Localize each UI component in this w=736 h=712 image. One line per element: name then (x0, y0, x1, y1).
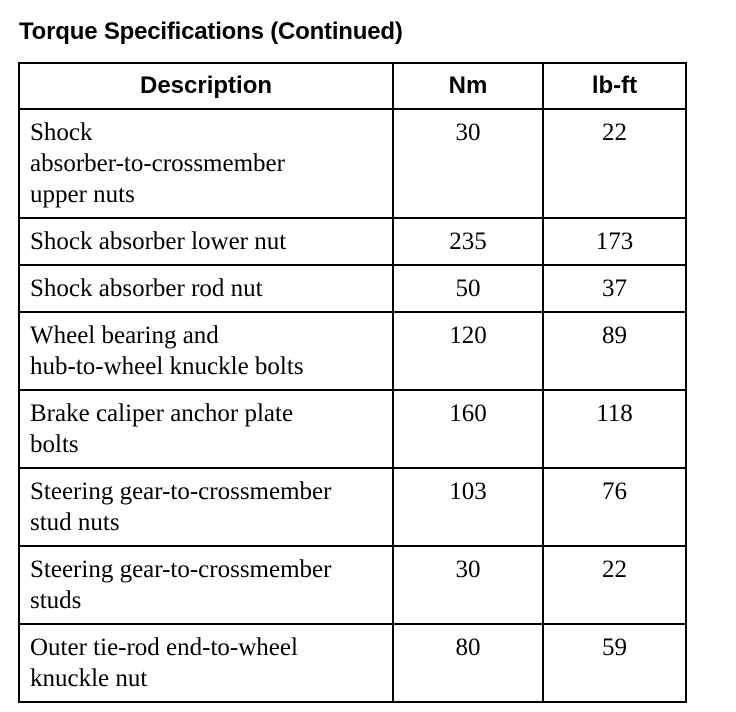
table-row (19, 468, 686, 546)
description-line: Shock absorber lower nut (30, 228, 287, 255)
description-cell (19, 546, 393, 624)
nm-value-cell: 235 (393, 218, 543, 265)
lbft-value-cell: 59 (543, 624, 686, 702)
description-line: Shock absorber rod nut (30, 275, 263, 302)
column-header-description: Description (19, 63, 393, 109)
description-line: Shock (30, 119, 93, 146)
lbft-value-cell: 173 (543, 218, 686, 265)
table-row (19, 312, 686, 390)
description-line: Outer tie-rod end-to-wheel (30, 634, 298, 661)
table-body (19, 109, 686, 702)
table-row (19, 390, 686, 468)
nm-value-cell: 50 (393, 265, 543, 312)
lbft-value-cell: 37 (543, 265, 686, 312)
description-cell (19, 390, 393, 468)
column-header-nm: Nm (393, 63, 543, 109)
description-cell (19, 468, 393, 546)
nm-value-cell: 30 (393, 109, 543, 218)
description-cell (19, 218, 393, 265)
description-cell (19, 312, 393, 390)
description-cell (19, 109, 393, 218)
lbft-value-cell: 89 (543, 312, 686, 390)
description-line: hub-to-wheel knuckle bolts (30, 353, 304, 380)
description-line: Steering gear-to-crossmember (30, 556, 332, 583)
description-line: Steering gear-to-crossmember (30, 478, 332, 505)
description-line: knuckle nut (30, 665, 148, 692)
description-cell (19, 624, 393, 702)
description-cell (19, 265, 393, 312)
lbft-value-cell: 22 (543, 546, 686, 624)
table-header-row (19, 63, 686, 109)
lbft-value-cell: 22 (543, 109, 686, 218)
description-line: stud nuts (30, 509, 120, 536)
table-row (19, 624, 686, 702)
column-header-lbft: lb-ft (543, 63, 686, 109)
description-line: bolts (30, 431, 79, 458)
nm-value-cell: 80 (393, 624, 543, 702)
description-line: Brake caliper anchor plate (30, 400, 294, 427)
nm-value-cell: 120 (393, 312, 543, 390)
page-title: Torque Specifications (Continued) (19, 18, 403, 45)
table-row (19, 265, 686, 312)
torque-specifications-table (18, 62, 687, 703)
nm-value-cell: 103 (393, 468, 543, 546)
description-line: upper nuts (30, 181, 135, 208)
nm-value-cell: 30 (393, 546, 543, 624)
table-row (19, 109, 686, 218)
table-row (19, 546, 686, 624)
lbft-value-cell: 76 (543, 468, 686, 546)
nm-value-cell: 160 (393, 390, 543, 468)
description-line: Wheel bearing and (30, 322, 219, 349)
description-line: absorber-to-crossmember (30, 150, 285, 177)
description-line: studs (30, 587, 82, 614)
lbft-value-cell: 118 (543, 390, 686, 468)
table-row (19, 218, 686, 265)
